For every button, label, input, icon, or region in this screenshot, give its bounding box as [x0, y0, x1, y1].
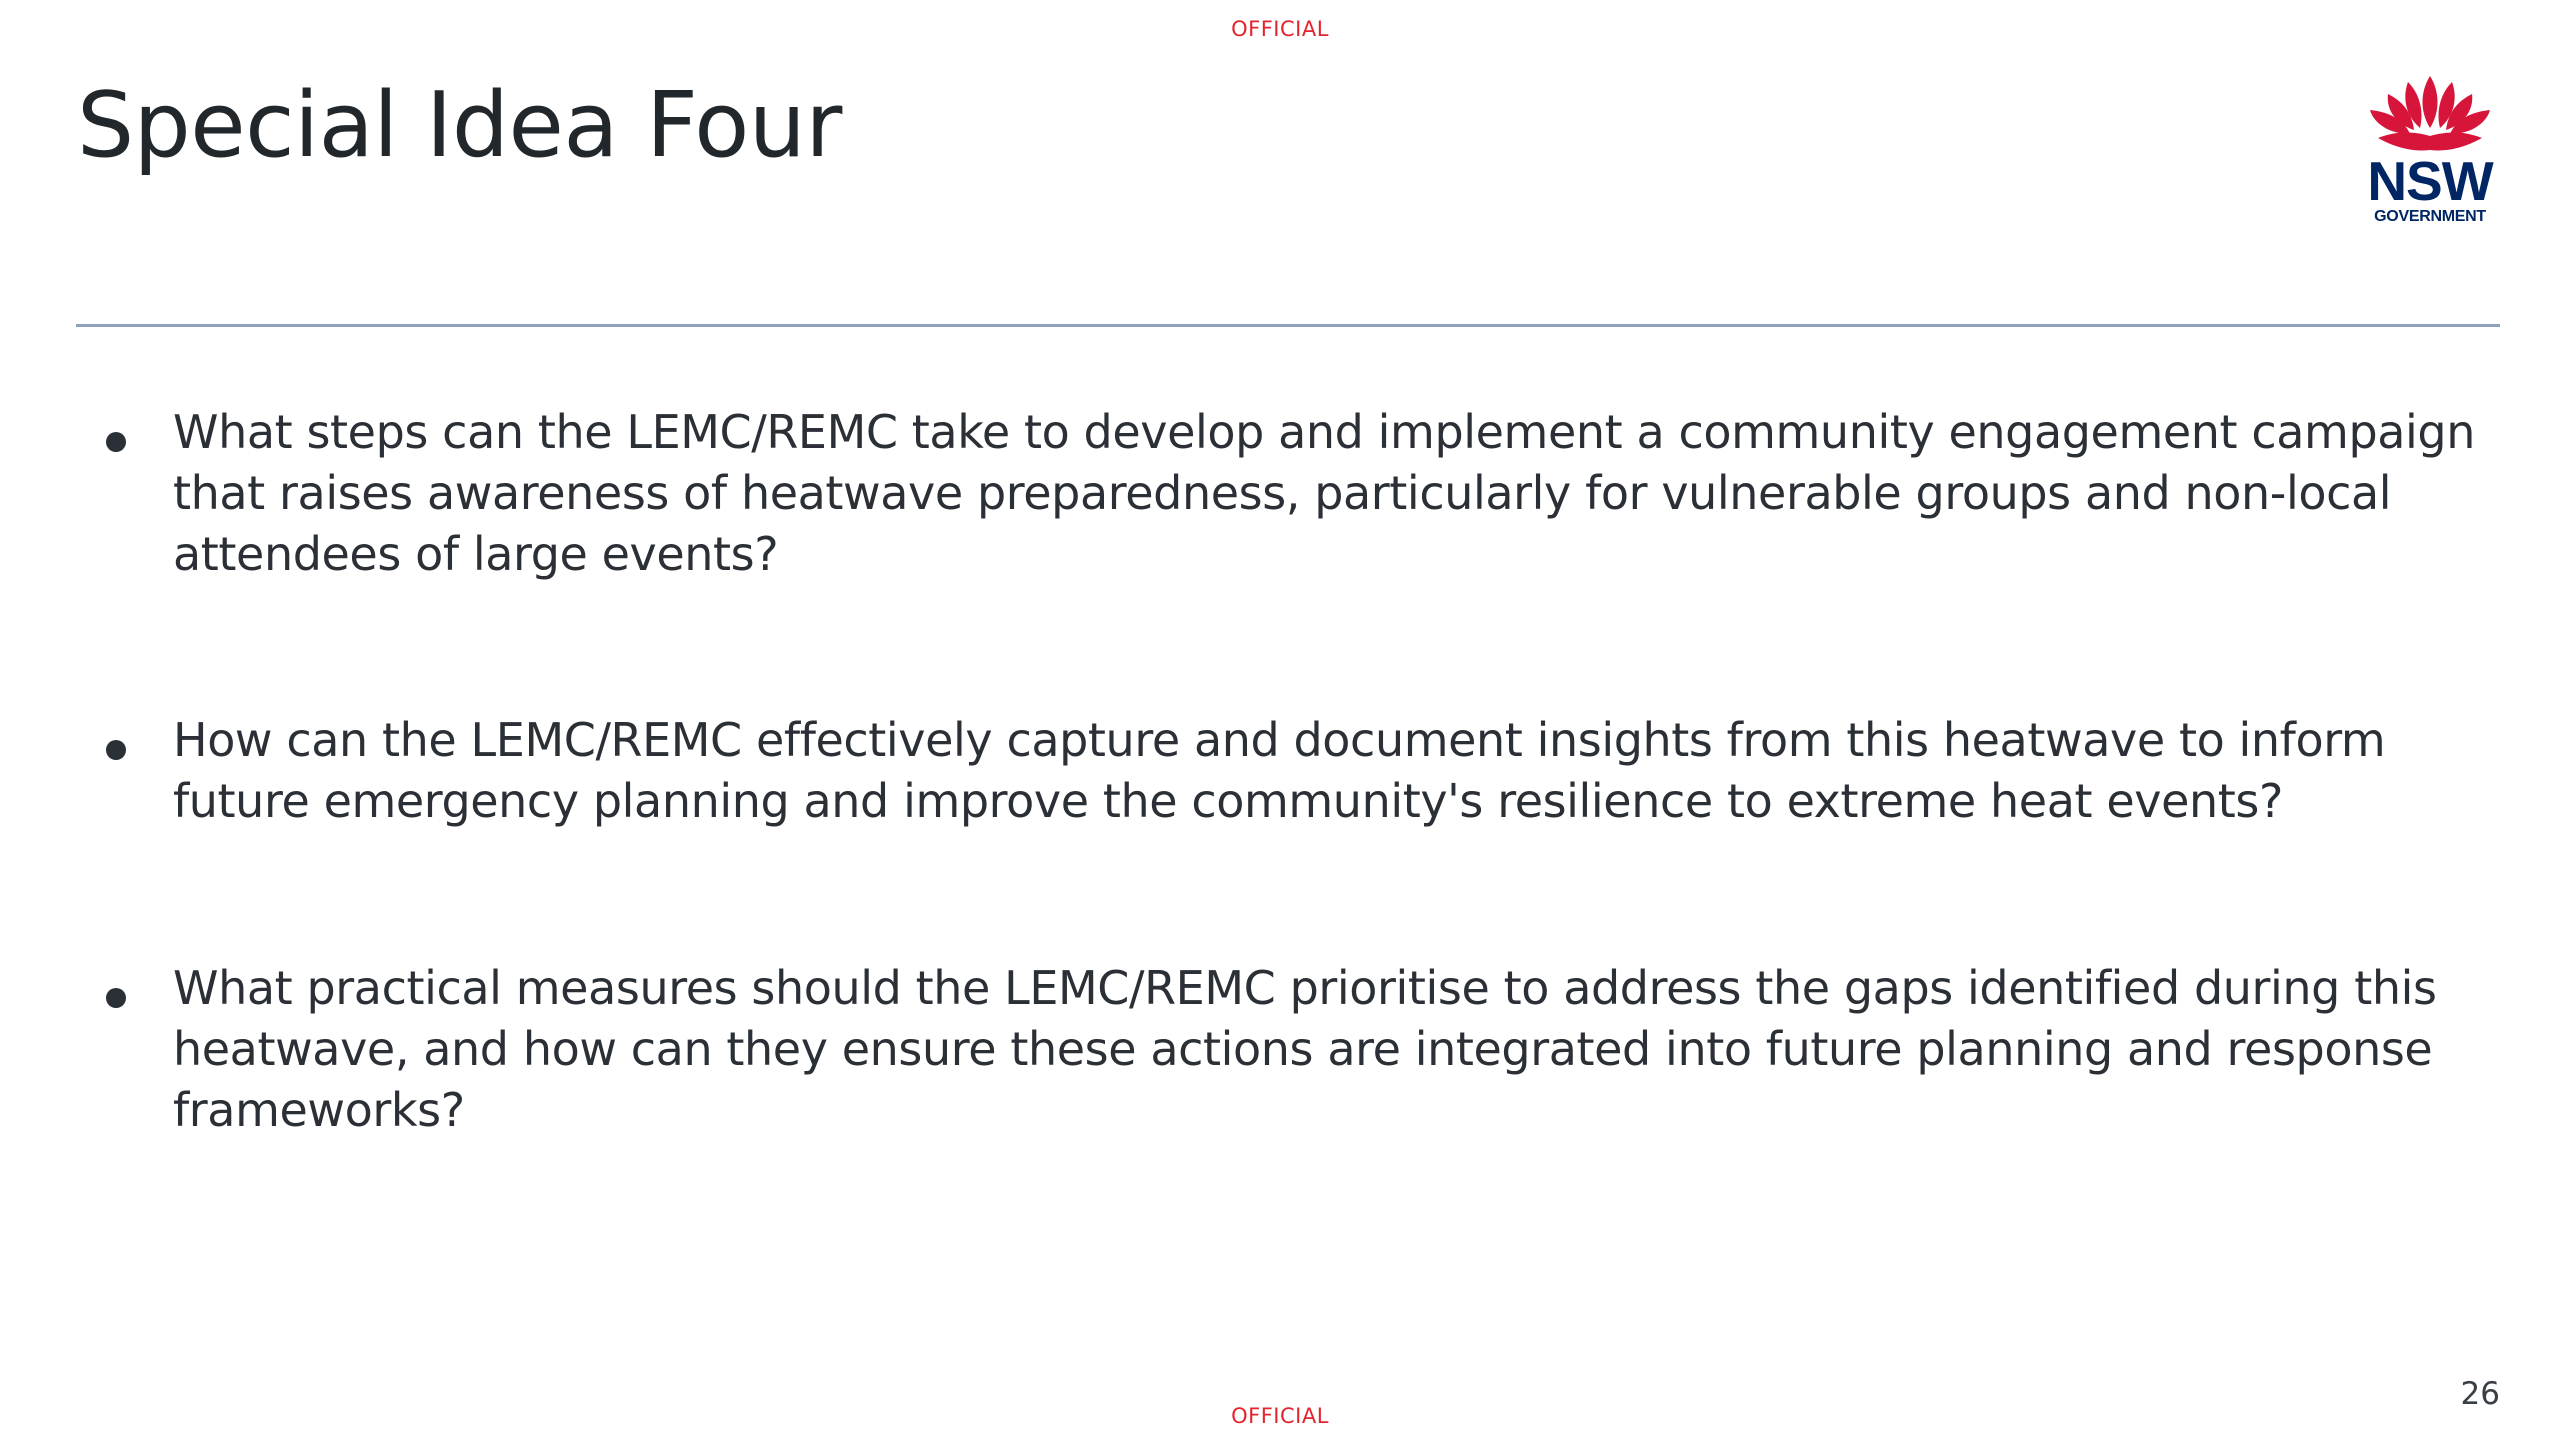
bullet-text: What practical measures should the LEMC/REMC prioritise to address the gaps identified during this heatwave, and how can they ensure these actions are integrated into future planning and response frameworks? [173, 961, 2437, 1137]
slide-title: Special Idea Four [77, 73, 842, 178]
classification-marking-bottom: OFFICIAL [1231, 1404, 1329, 1428]
bullet-dot-icon [106, 740, 126, 760]
bullet-text: How can the LEMC/REMC effectively capture and document insights from this heatwave to inform future emergency planning and improve the community's resilience to extreme heat events? [173, 713, 2386, 828]
page-number: 26 [2460, 1376, 2500, 1412]
title-divider [76, 324, 2500, 327]
classification-marking-top: OFFICIAL [1231, 17, 1329, 41]
bullet-dot-icon [106, 988, 126, 1008]
bullet-dot-icon [106, 432, 126, 452]
logo-wordmark-nsw: NSW [2367, 150, 2493, 212]
waratah-icon [2360, 72, 2500, 156]
logo-wordmark-government: GOVERNMENT [2374, 208, 2486, 225]
bullet-text: What steps can the LEMC/REMC take to develop and implement a community engagement campaign that raises awareness of heatwave preparedness, particularly for vulnerable groups and non-local attendees of large events? [173, 405, 2475, 581]
nsw-government-logo [2360, 72, 2500, 232]
